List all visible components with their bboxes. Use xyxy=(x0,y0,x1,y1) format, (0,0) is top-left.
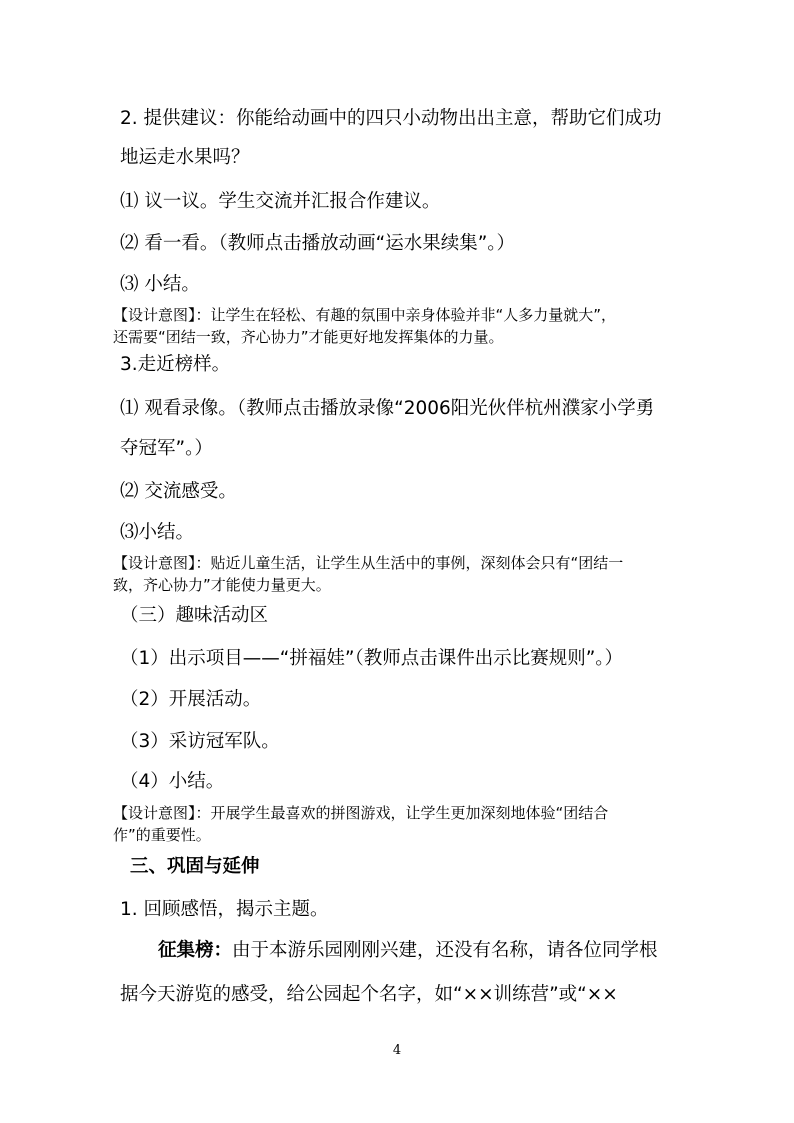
step-summary-2: ⑶小结。 xyxy=(120,522,195,543)
step-watch-video: ⑴ 观看录像。（教师点击播放录像“2006阳光伙伴杭州濮家小学勇 xyxy=(120,398,655,419)
paragraph-naming-contest-cont: 据今天游览的感受，给公园起个名字，如“××训练营”或“×× xyxy=(120,984,618,1005)
section-heading-consolidate: 三、巩固与延伸 xyxy=(130,856,260,877)
page-number: 4 xyxy=(392,1043,402,1058)
step-watch-animation: ⑵ 看一看。（教师点击播放动画“运水果续集”。） xyxy=(120,233,516,254)
step-discuss: ⑴ 议一议。学生交流并汇报合作建议。 xyxy=(120,191,441,212)
design-intent-note-cont: 致，齐心协力”才能使力量更大。 xyxy=(113,576,331,594)
section-fun-activity: （三）趣味活动区 xyxy=(120,605,269,626)
design-intent-note: 【设计意图】：贴近儿童生活，让学生从生活中的事例，深刻体会只有“团结一 xyxy=(113,554,624,572)
step-share-feelings: ⑵ 交流感受。 xyxy=(120,481,237,502)
step-run-activity: （2）开展活动。 xyxy=(120,689,262,710)
design-intent-note-cont: 作”的重要性。 xyxy=(113,826,211,844)
design-intent-note: 【设计意图】：开展学生最喜欢的拼图游戏，让学生更加深刻地体验“团结合 xyxy=(113,804,609,822)
step-watch-video-cont: 夺冠军”。） xyxy=(120,438,213,459)
paragraph-naming-contest xyxy=(158,939,658,963)
step-summary: ⑶ 小结。 xyxy=(120,274,200,295)
step-summary-3: （4）小结。 xyxy=(120,771,225,792)
naming-contest-label: 征集榜： xyxy=(158,940,233,961)
design-intent-note-cont: 还需要“团结一致，齐心协力”才能更好地发挥集体的力量。 xyxy=(113,328,504,346)
paragraph-suggestion-cont: 地运走水果吗？ xyxy=(120,147,250,168)
step-interview-champion: （3）采访冠军队。 xyxy=(120,731,280,752)
step-show-project: （1）出示项目——“拼福娃”（教师点击课件出示比赛规则”。） xyxy=(120,648,624,669)
design-intent-note: 【设计意图】：让学生在轻松、有趣的氛围中亲身体验并非“人多力量就大”， xyxy=(113,306,617,324)
section-role-model: 3.走近榜样。 xyxy=(120,354,231,375)
paragraph-suggestion: 2. 提供建议：你能给动画中的四只小动物出出主意，帮助它们成功 xyxy=(120,108,662,129)
step-review: 1. 回顾感悟，揭示主题。 xyxy=(120,899,329,920)
naming-contest-text: 由于本游乐园刚刚兴建，还没有名称，请各位同学根 xyxy=(232,940,658,961)
